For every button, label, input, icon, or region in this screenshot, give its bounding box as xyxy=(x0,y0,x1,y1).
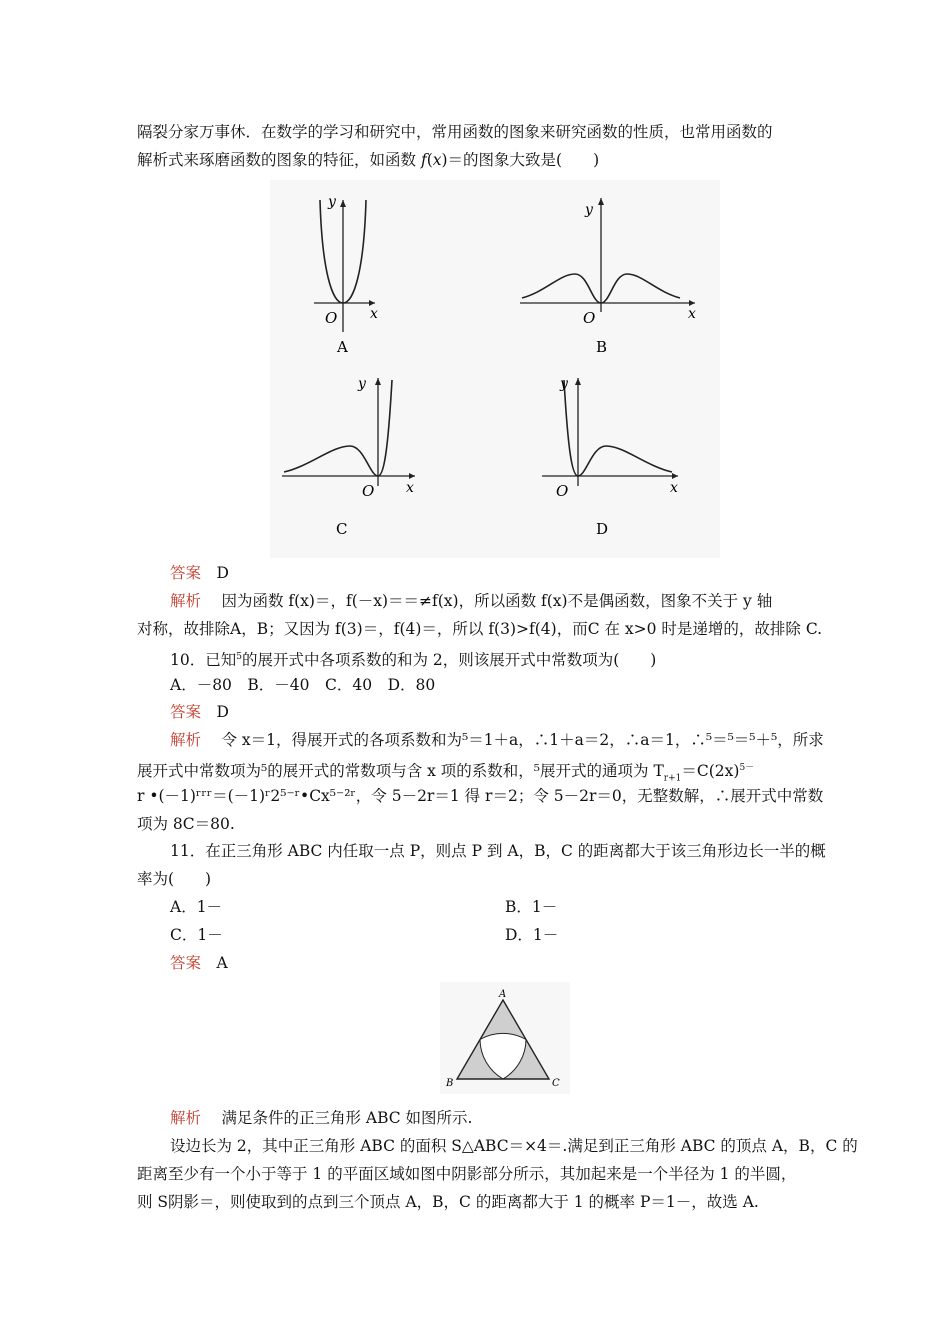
graph-c-y-label: y xyxy=(358,376,366,392)
function-graphs-figure xyxy=(270,180,720,558)
q11-option-d: D．1－ xyxy=(505,926,559,944)
q10-stem-b: 的展开式中各项系数的和为 2，则该展开式中常数项为( ) xyxy=(241,651,657,670)
q10-options: A．－80 B．－40 C．40 D．80 xyxy=(170,676,436,694)
answer-label: 答案 xyxy=(170,564,202,582)
q9-analysis-text-1: 因为函数 f(x)＝，f(－x)＝＝≠f(x)，所以函数 f(x)不是偶函数，图象不关于 y 轴 xyxy=(221,592,773,610)
analysis-label: 解析 xyxy=(170,1109,202,1127)
graph-d-y-label: y xyxy=(560,376,568,392)
intro-line-2 xyxy=(137,149,599,171)
graph-b-y-label: y xyxy=(585,202,593,218)
analysis-label: 解析 xyxy=(170,731,202,749)
q9-analysis-line-2: 对称，故排除A，B；又因为 f(3)＝，f(4)＝，所以 f(3)>f(4)，而C 在 x>0 时是递增的，故排除 C. xyxy=(137,620,823,638)
q11-option-c: C．1－ xyxy=(170,926,223,944)
q10-a2-sup: 5－ xyxy=(739,763,755,773)
answer-label: 答案 xyxy=(170,954,202,972)
q11-option-b: B．1－ xyxy=(505,898,558,916)
q10-stem xyxy=(170,646,656,671)
intro-x: x xyxy=(432,151,442,169)
q9-answer xyxy=(170,562,229,584)
answer-value: D xyxy=(216,564,229,582)
q10-a2-a: 展开式中常数项为⁵的展开式的常数项与含 x 项的系数和，⁵展开式的通项为 T xyxy=(137,762,664,781)
graph-d-origin: O xyxy=(556,482,569,500)
graph-d-x-label: x xyxy=(670,480,678,496)
q10-stem-a: 10．已知 xyxy=(170,651,237,670)
q10-analysis-line-3: r •(－1)ʳʳʳ＝(－1)ʳ2⁵⁻ʳ•Cx⁵⁻²ʳ，令 5－2r＝1 得 r＝2；令 5－2r＝0，无整数解，∴展开式中常数 xyxy=(137,787,824,805)
graph-d-label: D xyxy=(596,520,609,538)
q11-option-a: A．1－ xyxy=(170,898,223,916)
triangle-figure xyxy=(440,982,570,1094)
q10-answer xyxy=(170,701,229,723)
answer-value: A xyxy=(216,954,228,972)
answer-value: D xyxy=(216,703,229,721)
q11-stem-2: 率为( ) xyxy=(137,870,212,888)
q11-analysis-line-3: 距离至少有一个小于等于 1 的平面区域如图中阴影部分所示，其加起来是一个半径为 1 的半圆， xyxy=(137,1165,797,1183)
q10-analysis-line-4: 项为 8C＝80. xyxy=(137,815,235,833)
q11-stem-1: 11．在正三角形 ABC 内任取一点 P，则点 P 到 A，B，C 的距离都大于该三角形边长一半的概 xyxy=(170,842,826,860)
q11-answer xyxy=(170,952,228,974)
q11-analysis-line-1 xyxy=(170,1107,472,1129)
triangle-vertex-c: C xyxy=(552,1078,560,1089)
q9-analysis-line-1 xyxy=(170,590,772,612)
q10-analysis-text-1: 令 x＝1，得展开式的各项系数和为⁵＝1＋a，∴1＋a＝2，∴a＝1，∴⁵＝⁵＝⁵＋⁵，所求 xyxy=(221,731,824,749)
q10-a2-sub: r+1 xyxy=(663,773,682,784)
q11-analysis-line-2: 设边长为 2，其中正三角形 ABC 的面积 S△ABC＝×4＝.满足到正三角形 ABC 的顶点 A，B，C 的 xyxy=(170,1137,858,1155)
q11-analysis-text-1: 满足条件的正三角形 ABC 如图所示. xyxy=(221,1109,473,1127)
graph-c-label: C xyxy=(336,520,348,538)
q10-a2-b: ＝C(2x) xyxy=(681,762,740,781)
intro-text: 解析式来琢磨函数的图象的特征，如函数 xyxy=(137,151,421,169)
graph-a-y-label: y xyxy=(328,194,336,210)
graph-b-origin: O xyxy=(583,309,596,327)
intro-line-1: 隔裂分家万事休．在数学的学习和研究中，常用函数的图象来研究函数的性质，也常用函数的 xyxy=(137,123,773,141)
graph-a-label: A xyxy=(337,338,348,356)
graph-b-label: B xyxy=(596,338,608,356)
answer-label: 答案 xyxy=(170,703,202,721)
intro-f: f xyxy=(420,151,427,169)
graph-a-x-label: x xyxy=(370,306,378,322)
graph-b-x-label: x xyxy=(688,306,696,322)
intro-paren: ( xyxy=(426,151,433,169)
triangle-vertex-b: B xyxy=(446,1078,454,1089)
intro-tail: )＝的图象大致是( ) xyxy=(441,151,600,169)
graph-c-origin: O xyxy=(362,482,375,500)
graph-a-origin: O xyxy=(325,309,338,327)
q10-analysis-line-1 xyxy=(170,729,824,751)
graph-c-x-label: x xyxy=(406,480,414,496)
q11-analysis-line-4: 则 S阴影＝，则使取到的点到三个顶点 A，B，C 的距离都大于 1 的概率 P＝1－，故选 A. xyxy=(137,1193,759,1211)
analysis-label: 解析 xyxy=(170,592,202,610)
triangle-vertex-a: A xyxy=(499,989,507,1000)
q10-stem-sup: 5 xyxy=(236,652,242,662)
